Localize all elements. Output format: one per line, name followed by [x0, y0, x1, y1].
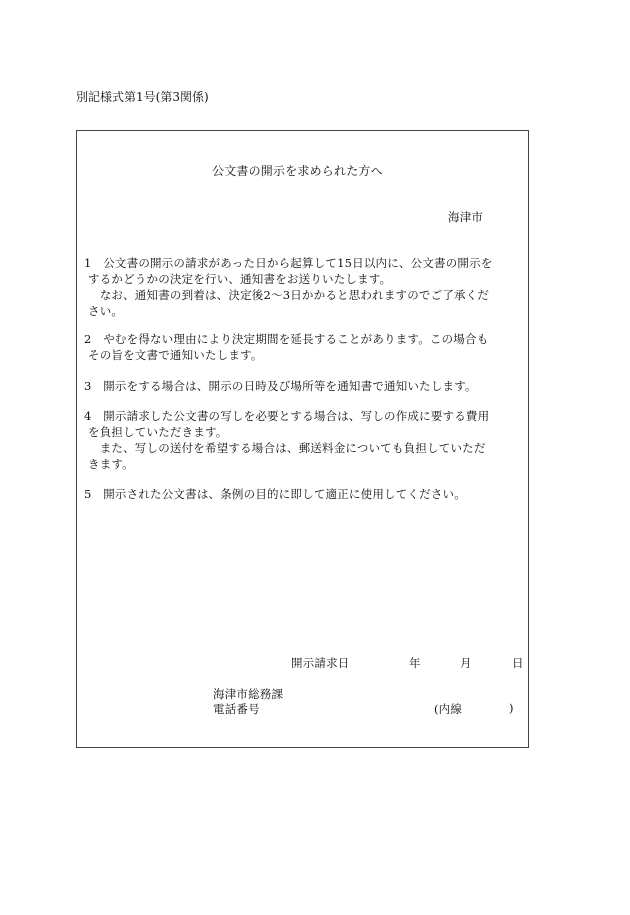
contact-phone-label: 電話番号 — [213, 702, 260, 716]
request-date-year: 年 — [409, 656, 421, 670]
contact-extension-open: (内線 — [434, 702, 463, 716]
item-line: 5 開示された公文書は、条例の目的に即して適正に使用してください。 — [84, 487, 466, 501]
request-date-month: 月 — [460, 656, 472, 670]
notice-heading: 公文書の開示を求められた方へ — [212, 164, 383, 178]
item-line: なお、通知書の到着は、決定後2〜3日かかると思われますのでご了承くだ — [88, 288, 490, 302]
form-caption: 別記様式第1号(第3関係) — [76, 90, 209, 104]
item-line: を負担していただきます。 — [88, 425, 228, 439]
issuer-name: 海津市 — [448, 210, 484, 224]
contact-department: 海津市総務課 — [213, 687, 284, 701]
item-line: するかどうかの決定を行い、通知書をお送りいたします。 — [88, 272, 392, 286]
item-line: きます。 — [88, 457, 134, 471]
request-date-label: 開示請求日 — [291, 656, 350, 670]
contact-extension-close: ) — [509, 701, 514, 715]
item-line: さい。 — [88, 304, 124, 318]
item-line: その旨を文書で通知いたします。 — [88, 348, 263, 362]
request-date-day: 日 — [512, 656, 524, 670]
item-line: 1 公文書の開示の請求があった日から起算して15日以内に、公文書の開示を — [84, 256, 493, 270]
item-line: また、写しの送付を希望する場合は、郵送料金についても負担していただ — [88, 441, 486, 455]
item-line: 4 開示請求した公文書の写しを必要とする場合は、写しの作成に要する費用 — [84, 409, 490, 423]
item-line: 2 やむを得ない理由により決定期間を延長することがあります。この場合も — [84, 332, 489, 346]
notice-box — [76, 130, 529, 748]
item-line: 3 開示をする場合は、開示の日時及び場所等を通知書で通知いたします。 — [84, 379, 477, 393]
